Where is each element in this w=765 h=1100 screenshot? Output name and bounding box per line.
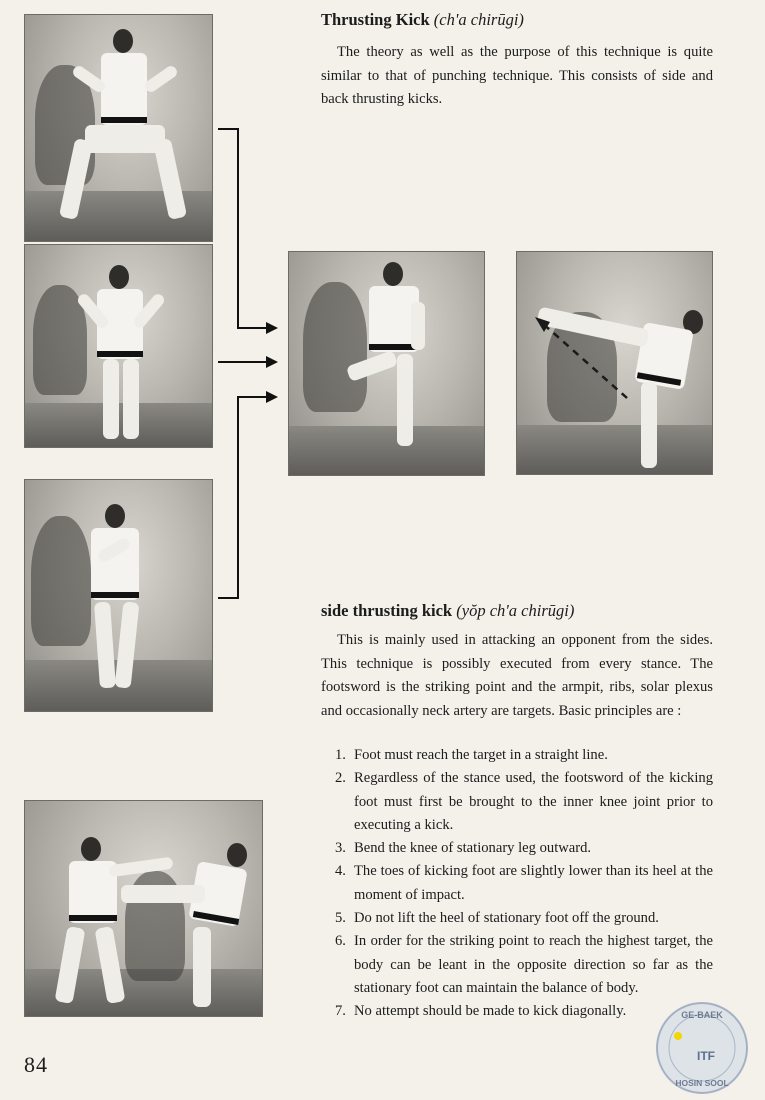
photo-walking-stance xyxy=(24,479,213,712)
ge-baek-logo-watermark xyxy=(654,1000,750,1096)
list-item: 1. Foot must reach the target in a straight line. xyxy=(335,747,608,763)
svg-text:HOSIN SOOL: HOSIN SOOL xyxy=(675,1078,729,1088)
kick-path-arrow xyxy=(517,252,712,474)
svg-text:ITF: ITF xyxy=(697,1049,715,1063)
basic-principles-list xyxy=(321,744,713,1024)
page-number: 84 xyxy=(24,1052,48,1077)
svg-text:GE-BAEK: GE-BAEK xyxy=(681,1010,723,1020)
photo-chamber-position xyxy=(288,251,485,476)
list-item: 6. In order for the striking point to reach the highest target, the body can be leant in the opposite direction so far as the stationary foot can maintain the balance of body. xyxy=(335,933,713,996)
list-item: 4. The toes of kicking foot are slightly lower than its heel at the moment of impact. xyxy=(335,863,713,903)
list-item: 7. No attempt should be made to kick diagonally. xyxy=(335,1003,627,1020)
side-thrusting-kick-intro: This is mainly used in attacking an opponent from the sides. This technique is possibly executed from every stance. The footsword is the striking point and the armpit, ribs, solar plexus and occasionally neck artery are targets. Basic principles are : xyxy=(321,632,713,719)
thrusting-kick-intro: The theory as well as the purpose of this technique is quite similar to that of punching technique. This consists of side and back thrusting kicks. xyxy=(321,44,713,107)
list-item: 5. Do not lift the heel of stationary foot off the ground. xyxy=(335,910,659,927)
photo-parallel-stance xyxy=(24,244,213,448)
list-item: 3. Bend the knee of stationary leg outward. xyxy=(335,840,592,857)
photo-side-kick-application xyxy=(24,800,263,1017)
section-title-thrusting-kick: Thrusting Kick (ch'a chirūgi) xyxy=(321,10,524,29)
section-title-side-thrusting-kick: side thrusting kick (yŏp ch'a chirūgi) xyxy=(321,601,575,620)
photo-sitting-stance xyxy=(24,14,213,242)
list-item: 2. Regardless of the stance used, the footsword of the kicking foot must first be brought to the inner knee joint prior to executing a kick. xyxy=(335,770,713,833)
photo-side-kick-extended xyxy=(516,251,713,475)
